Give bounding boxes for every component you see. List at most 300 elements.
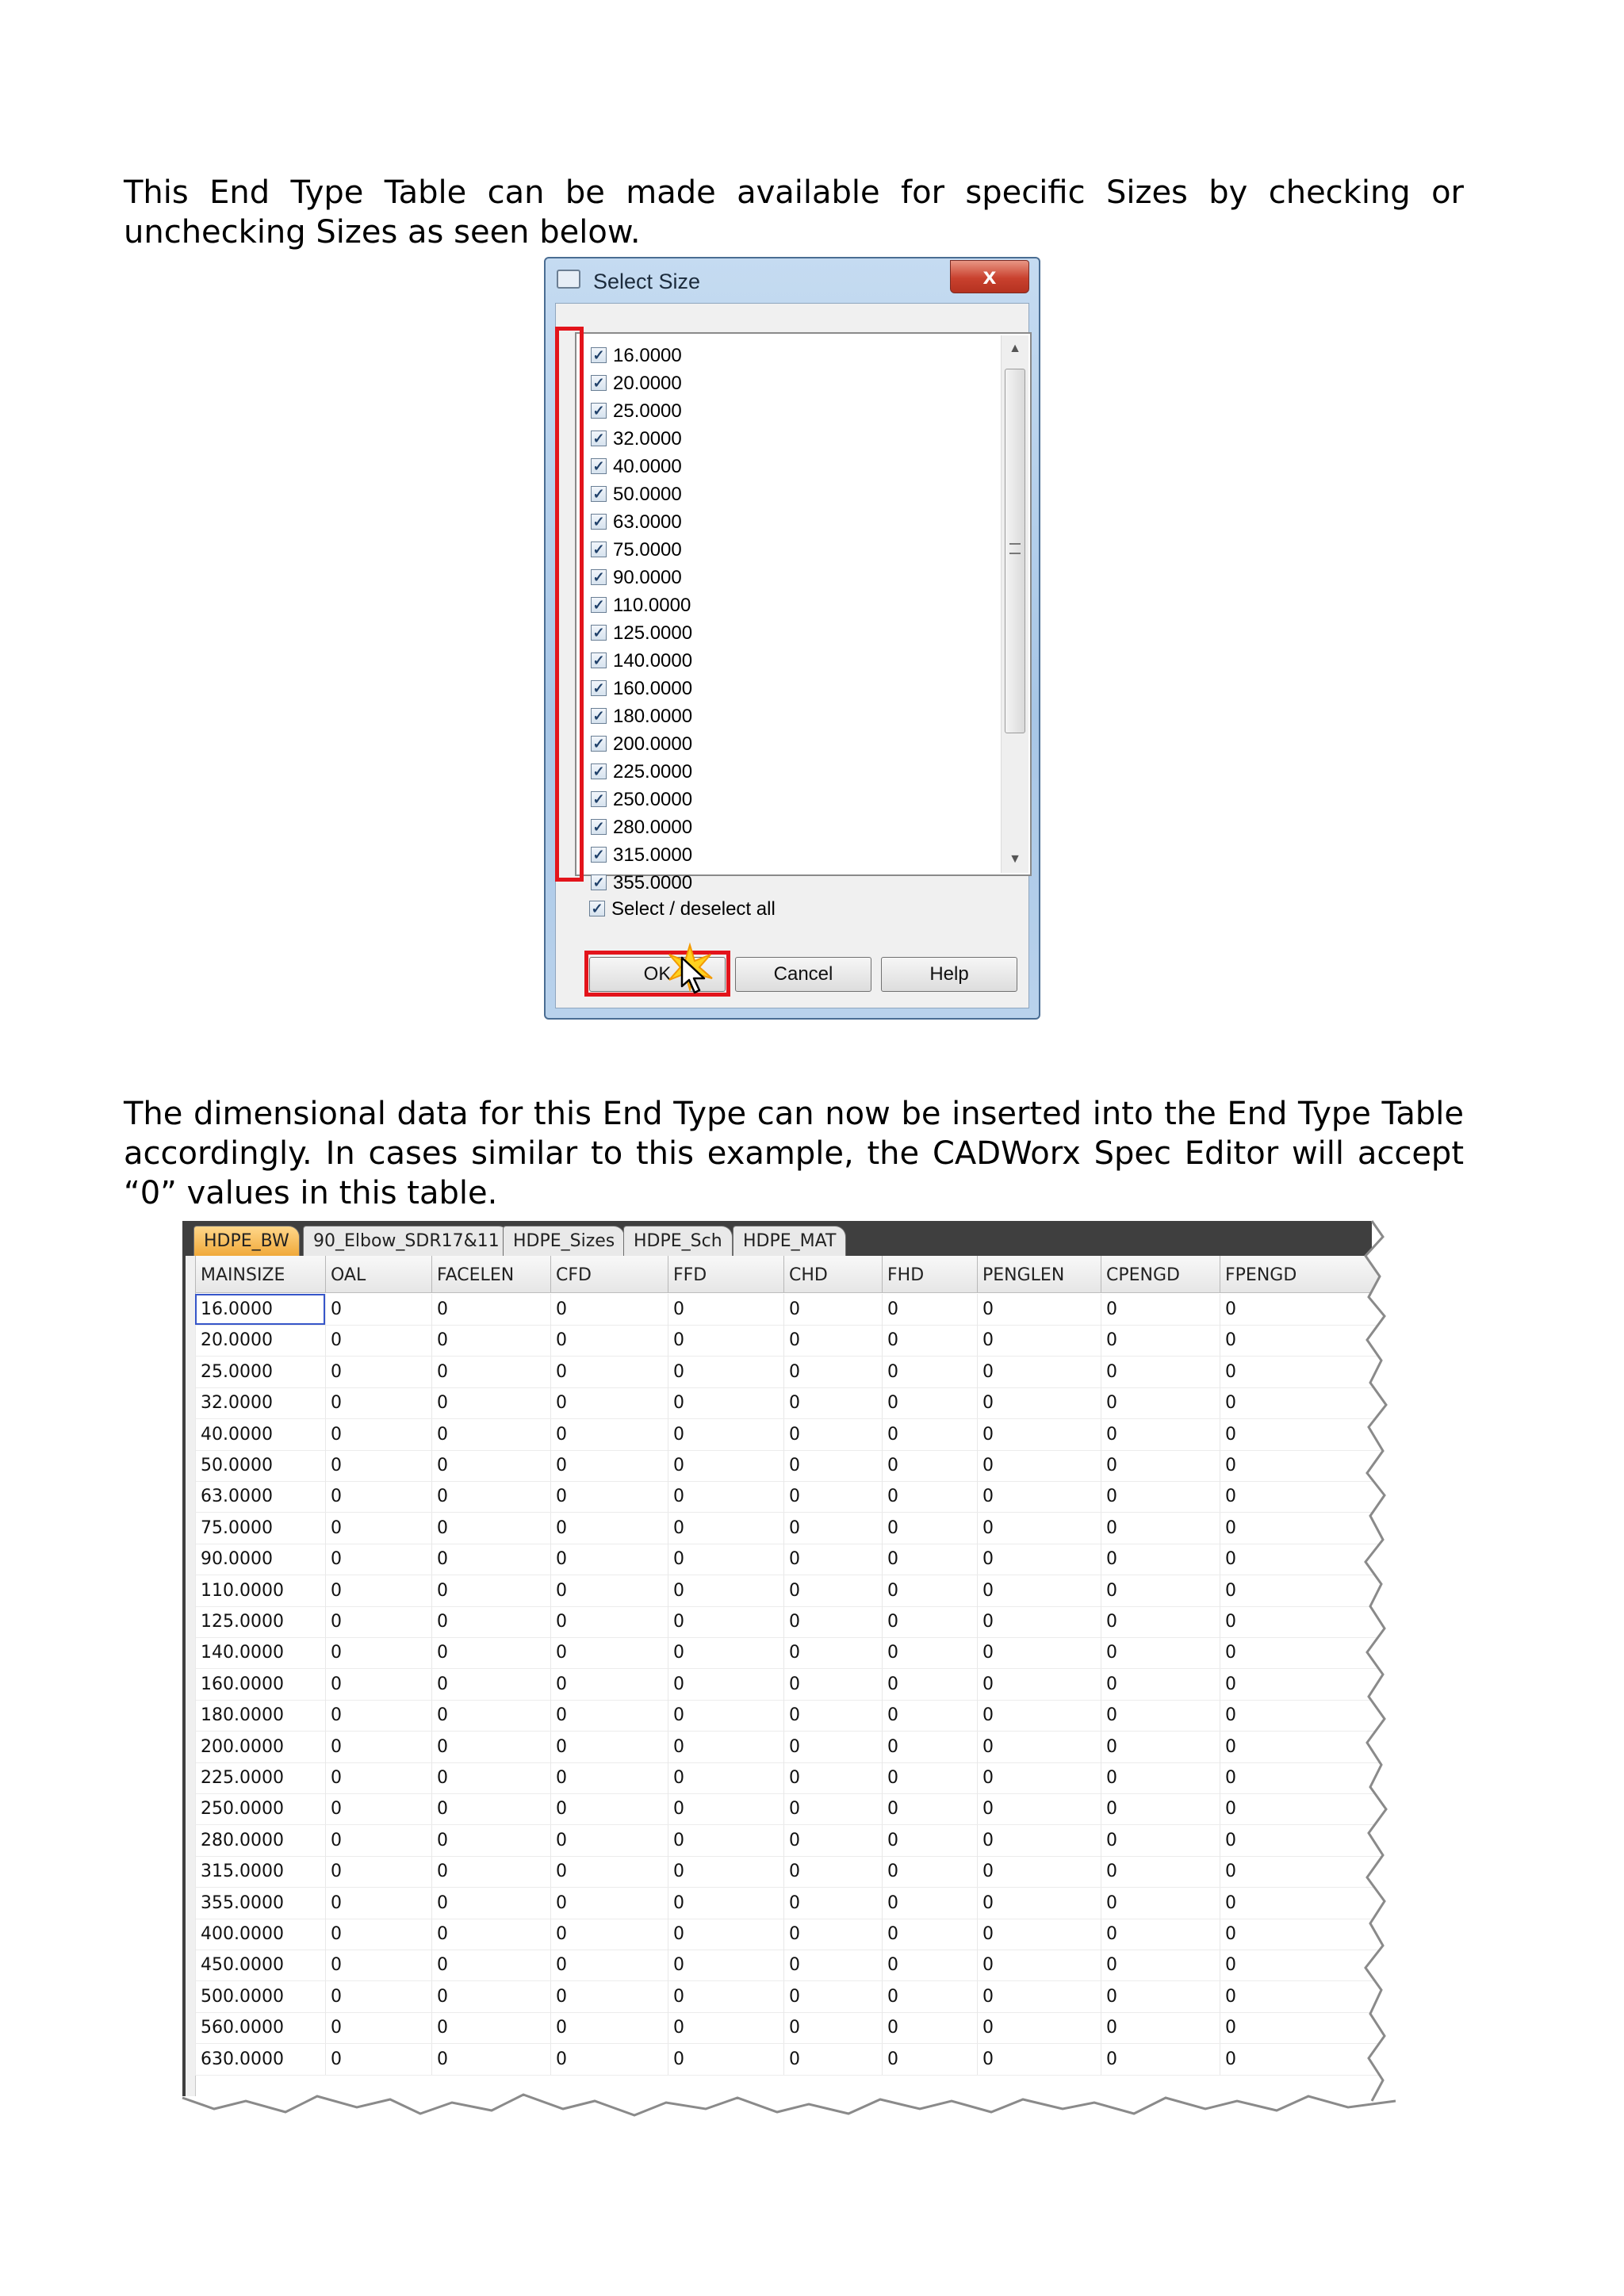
table-cell[interactable]: 0 <box>1220 1387 1346 1418</box>
table-cell[interactable]: 0 <box>550 1419 668 1450</box>
table-cell[interactable]: 0 <box>882 1637 977 1668</box>
table-cell[interactable]: 0 <box>431 1856 550 1887</box>
table-cell[interactable]: 0 <box>1220 1793 1346 1824</box>
table-cell[interactable]: 0 <box>882 1981 977 2012</box>
table-cell[interactable]: 0 <box>882 1762 977 1793</box>
size-list-item[interactable] <box>591 342 908 369</box>
table-cell[interactable]: 0 <box>1220 1888 1346 1919</box>
table-cell[interactable]: 0 <box>1101 1669 1220 1700</box>
table-cell[interactable]: 0 <box>550 1950 668 1980</box>
table-cell[interactable]: 0 <box>783 1856 882 1887</box>
size-list-item[interactable] <box>591 425 908 453</box>
table-cell[interactable]: 0 <box>668 1544 783 1575</box>
table-cell[interactable]: 0 <box>783 1325 882 1356</box>
close-button[interactable]: x <box>950 260 1029 293</box>
table-cell[interactable]: 0 <box>882 1732 977 1762</box>
column-header[interactable]: PENGLEN <box>977 1256 1101 1292</box>
checkbox-checked-icon[interactable]: ✓ <box>591 403 607 419</box>
table-cell[interactable]: 0 <box>431 1981 550 2012</box>
table-cell[interactable]: 0 <box>431 2044 550 2075</box>
table-cell[interactable]: 0 <box>431 1575 550 1606</box>
table-cell[interactable]: 0 <box>783 1762 882 1793</box>
table-cell[interactable]: 0 <box>1101 1856 1220 1887</box>
table-cell[interactable]: 0 <box>977 1419 1101 1450</box>
table-cell[interactable]: 0 <box>1220 1513 1346 1544</box>
mainsize-cell[interactable]: 180.0000 <box>195 1700 325 1731</box>
table-cell[interactable]: 0 <box>325 1450 431 1481</box>
mainsize-cell[interactable]: 20.0000 <box>195 1325 325 1356</box>
table-cell[interactable]: 0 <box>431 1825 550 1856</box>
table-cell[interactable]: 0 <box>325 1919 431 1950</box>
table-cell[interactable]: 0 <box>882 1357 977 1387</box>
table-cell[interactable]: 0 <box>882 1793 977 1824</box>
table-cell[interactable]: 0 <box>977 1762 1101 1793</box>
size-list-item[interactable] <box>591 591 908 619</box>
table-cell[interactable]: 0 <box>783 1732 882 1762</box>
table-cell[interactable]: 0 <box>783 1387 882 1418</box>
table-cell[interactable]: 0 <box>783 2044 882 2075</box>
table-cell[interactable]: 0 <box>783 1575 882 1606</box>
table-cell[interactable]: 0 <box>1101 1825 1220 1856</box>
table-cell[interactable]: 0 <box>977 1919 1101 1950</box>
table-cell[interactable]: 0 <box>550 1544 668 1575</box>
checkbox-checked-icon[interactable]: ✓ <box>591 430 607 446</box>
vertical-scrollbar[interactable] <box>1001 335 1028 873</box>
table-cell[interactable]: 0 <box>1220 1825 1346 1856</box>
table-cell[interactable]: 0 <box>783 1513 882 1544</box>
table-cell[interactable]: 0 <box>977 1481 1101 1512</box>
mainsize-cell[interactable]: 250.0000 <box>195 1793 325 1824</box>
table-cell[interactable]: 0 <box>550 1669 668 1700</box>
table-cell[interactable]: 0 <box>668 1419 783 1450</box>
checkbox-checked-icon[interactable]: ✓ <box>591 680 607 696</box>
table-cell[interactable]: 0 <box>325 1793 431 1824</box>
table-cell[interactable]: 0 <box>668 2012 783 2043</box>
table-cell[interactable]: 0 <box>668 1856 783 1887</box>
table-cell[interactable]: 0 <box>431 1544 550 1575</box>
table-cell[interactable]: 0 <box>668 1762 783 1793</box>
table-cell[interactable]: 0 <box>1101 1513 1220 1544</box>
checkbox-checked-icon[interactable]: ✓ <box>591 791 607 807</box>
table-cell[interactable]: 0 <box>431 1669 550 1700</box>
table-cell[interactable]: 0 <box>783 1450 882 1481</box>
size-list-item[interactable] <box>591 453 908 480</box>
mainsize-cell[interactable]: 400.0000 <box>195 1919 325 1950</box>
table-cell[interactable]: 0 <box>783 1544 882 1575</box>
table-cell[interactable]: 0 <box>325 1637 431 1668</box>
table-cell[interactable]: 0 <box>783 1357 882 1387</box>
checkbox-checked-icon[interactable]: ✓ <box>591 708 607 724</box>
table-cell[interactable]: 0 <box>1101 1950 1220 1980</box>
table-cell[interactable]: 0 <box>977 1544 1101 1575</box>
table-cell[interactable]: 0 <box>977 1357 1101 1387</box>
table-cell[interactable]: 0 <box>550 1325 668 1356</box>
size-list-item[interactable] <box>591 397 908 425</box>
mainsize-cell[interactable]: 225.0000 <box>195 1762 325 1793</box>
table-cell[interactable]: 0 <box>550 1450 668 1481</box>
table-cell[interactable]: 0 <box>550 1700 668 1731</box>
table-cell[interactable]: 0 <box>1101 1357 1220 1387</box>
table-cell[interactable]: 0 <box>325 1700 431 1731</box>
table-cell[interactable]: 0 <box>1220 1856 1346 1887</box>
table-cell[interactable]: 0 <box>668 1669 783 1700</box>
table-cell[interactable]: 0 <box>783 1919 882 1950</box>
size-list-item[interactable] <box>591 730 908 758</box>
table-cell[interactable]: 0 <box>550 1575 668 1606</box>
size-list-item[interactable] <box>591 647 908 675</box>
checkbox-checked-icon[interactable]: ✓ <box>591 819 607 835</box>
table-cell[interactable]: 0 <box>550 1606 668 1637</box>
table-cell[interactable]: 0 <box>668 1513 783 1544</box>
table-cell[interactable]: 0 <box>550 1919 668 1950</box>
size-list-item[interactable] <box>591 702 908 730</box>
table-cell[interactable]: 0 <box>550 1357 668 1387</box>
size-list-item[interactable] <box>591 869 908 897</box>
size-listbox[interactable] <box>575 332 1032 894</box>
table-cell[interactable]: 0 <box>325 1294 431 1325</box>
checkbox-checked-icon[interactable]: ✓ <box>591 486 607 502</box>
checkbox-checked-icon[interactable]: ✓ <box>591 652 607 668</box>
table-cell[interactable]: 0 <box>325 1888 431 1919</box>
table-cell[interactable]: 0 <box>977 1387 1101 1418</box>
checkbox-checked-icon[interactable]: ✓ <box>591 375 607 391</box>
table-cell[interactable]: 0 <box>1220 1732 1346 1762</box>
dialog-titlebar[interactable] <box>546 258 1039 303</box>
table-cell[interactable]: 0 <box>668 1450 783 1481</box>
mainsize-cell[interactable]: 16.0000 <box>195 1294 325 1325</box>
column-header[interactable]: FACELEN <box>431 1256 550 1292</box>
size-list-item[interactable] <box>591 786 908 813</box>
table-cell[interactable]: 0 <box>668 1981 783 2012</box>
mainsize-cell[interactable]: 355.0000 <box>195 1888 325 1919</box>
table-cell[interactable]: 0 <box>1220 1919 1346 1950</box>
table-cell[interactable]: 0 <box>668 1481 783 1512</box>
table-cell[interactable]: 0 <box>668 1950 783 1980</box>
table-cell[interactable]: 0 <box>325 1669 431 1700</box>
size-list-item[interactable] <box>591 480 908 508</box>
size-list-item[interactable] <box>591 813 908 841</box>
tab-90-elbow[interactable]: 90_Elbow_SDR17&11 <box>303 1226 510 1256</box>
table-cell[interactable]: 0 <box>783 2012 882 2043</box>
table-cell[interactable]: 0 <box>668 2044 783 2075</box>
table-cell[interactable]: 0 <box>325 1762 431 1793</box>
table-cell[interactable]: 0 <box>325 1419 431 1450</box>
table-cell[interactable]: 0 <box>1101 1919 1220 1950</box>
table-cell[interactable]: 0 <box>977 1325 1101 1356</box>
table-cell[interactable]: 0 <box>783 1950 882 1980</box>
table-cell[interactable]: 0 <box>325 1950 431 1980</box>
column-header[interactable]: CPENGD <box>1101 1256 1220 1292</box>
checkbox-checked-icon[interactable]: ✓ <box>591 625 607 641</box>
table-cell[interactable]: 0 <box>550 1387 668 1418</box>
mainsize-cell[interactable]: 500.0000 <box>195 1981 325 2012</box>
ok-button[interactable]: OK <box>589 957 726 992</box>
table-cell[interactable]: 0 <box>668 1357 783 1387</box>
table-cell[interactable]: 0 <box>1101 1732 1220 1762</box>
scroll-up-icon[interactable]: ▲ <box>1009 342 1021 355</box>
table-cell[interactable]: 0 <box>882 1450 977 1481</box>
checkbox-checked-icon[interactable]: ✓ <box>591 763 607 779</box>
table-cell[interactable]: 0 <box>1220 1419 1346 1450</box>
column-header[interactable]: OAL <box>325 1256 431 1292</box>
table-cell[interactable]: 0 <box>1220 1606 1346 1637</box>
checkbox-checked-icon[interactable]: ✓ <box>591 847 607 863</box>
table-cell[interactable]: 0 <box>882 1481 977 1512</box>
table-cell[interactable]: 0 <box>1101 1637 1220 1668</box>
table-cell[interactable]: 0 <box>1101 1700 1220 1731</box>
table-cell[interactable]: 0 <box>783 1793 882 1824</box>
table-cell[interactable]: 0 <box>1101 1606 1220 1637</box>
table-cell[interactable]: 0 <box>431 1637 550 1668</box>
table-cell[interactable]: 0 <box>1220 1700 1346 1731</box>
table-cell[interactable]: 0 <box>1101 1481 1220 1512</box>
size-list-item[interactable] <box>591 564 908 591</box>
table-cell[interactable]: 0 <box>668 1793 783 1824</box>
table-cell[interactable]: 0 <box>1101 1450 1220 1481</box>
table-cell[interactable]: 0 <box>668 1575 783 1606</box>
table-cell[interactable]: 0 <box>325 1513 431 1544</box>
table-cell[interactable]: 0 <box>668 1294 783 1325</box>
table-cell[interactable]: 0 <box>977 1450 1101 1481</box>
checkbox-checked-icon[interactable]: ✓ <box>591 347 607 363</box>
checkbox-checked-icon[interactable]: ✓ <box>591 541 607 557</box>
column-header[interactable]: CFD <box>550 1256 668 1292</box>
table-cell[interactable]: 0 <box>882 2012 977 2043</box>
table-cell[interactable]: 0 <box>1220 2012 1346 2043</box>
table-cell[interactable]: 0 <box>431 1450 550 1481</box>
column-header[interactable]: CHD <box>783 1256 882 1292</box>
size-list-item[interactable] <box>591 536 908 564</box>
table-cell[interactable]: 0 <box>431 1700 550 1731</box>
table-cell[interactable]: 0 <box>550 1513 668 1544</box>
table-cell[interactable]: 0 <box>325 1856 431 1887</box>
table-cell[interactable]: 0 <box>783 1825 882 1856</box>
size-list-item[interactable] <box>591 758 908 786</box>
table-cell[interactable]: 0 <box>325 1387 431 1418</box>
mainsize-cell[interactable]: 560.0000 <box>195 2012 325 2043</box>
table-cell[interactable]: 0 <box>977 1950 1101 1980</box>
table-cell[interactable]: 0 <box>977 2012 1101 2043</box>
table-cell[interactable]: 0 <box>431 1950 550 1980</box>
checkbox-checked-icon[interactable]: ✓ <box>591 569 607 585</box>
table-cell[interactable]: 0 <box>550 2012 668 2043</box>
mainsize-cell[interactable]: 140.0000 <box>195 1637 325 1668</box>
table-cell[interactable]: 0 <box>1220 1981 1346 2012</box>
mainsize-cell[interactable]: 110.0000 <box>195 1575 325 1606</box>
checkbox-checked-icon[interactable]: ✓ <box>591 736 607 752</box>
table-cell[interactable]: 0 <box>882 1387 977 1418</box>
checkbox-checked-icon[interactable]: ✓ <box>589 901 605 916</box>
table-cell[interactable]: 0 <box>550 1825 668 1856</box>
column-header[interactable]: FPENGD <box>1220 1256 1346 1292</box>
mainsize-cell[interactable]: 40.0000 <box>195 1419 325 1450</box>
table-cell[interactable]: 0 <box>1220 1950 1346 1980</box>
table-cell[interactable]: 0 <box>1101 1544 1220 1575</box>
table-cell[interactable]: 0 <box>550 1481 668 1512</box>
table-cell[interactable]: 0 <box>882 1606 977 1637</box>
table-cell[interactable]: 0 <box>783 1888 882 1919</box>
table-cell[interactable]: 0 <box>1101 1387 1220 1418</box>
table-cell[interactable]: 0 <box>977 2044 1101 2075</box>
mainsize-cell[interactable]: 200.0000 <box>195 1732 325 1762</box>
table-cell[interactable]: 0 <box>550 1793 668 1824</box>
table-cell[interactable]: 0 <box>882 1544 977 1575</box>
table-cell[interactable]: 0 <box>1101 1793 1220 1824</box>
table-cell[interactable]: 0 <box>1220 2044 1346 2075</box>
mainsize-cell[interactable]: 630.0000 <box>195 2044 325 2075</box>
checkbox-checked-icon[interactable]: ✓ <box>591 514 607 530</box>
table-cell[interactable]: 0 <box>431 2012 550 2043</box>
table-cell[interactable]: 0 <box>1220 1294 1346 1325</box>
size-list-item[interactable] <box>591 619 908 647</box>
table-cell[interactable]: 0 <box>668 1825 783 1856</box>
size-list-item[interactable] <box>591 841 908 869</box>
table-cell[interactable]: 0 <box>1101 2012 1220 2043</box>
table-cell[interactable]: 0 <box>783 1981 882 2012</box>
mainsize-cell[interactable]: 280.0000 <box>195 1825 325 1856</box>
table-cell[interactable]: 0 <box>783 1637 882 1668</box>
table-cell[interactable]: 0 <box>882 1575 977 1606</box>
tab-hdpe-bw[interactable]: HDPE_BW <box>193 1226 300 1256</box>
table-cell[interactable]: 0 <box>1101 1762 1220 1793</box>
table-cell[interactable]: 0 <box>550 1856 668 1887</box>
table-cell[interactable]: 0 <box>882 1919 977 1950</box>
column-header[interactable]: MAINSIZE <box>195 1256 325 1292</box>
tab-hdpe-sizes[interactable]: HDPE_Sizes <box>503 1226 625 1256</box>
table-cell[interactable]: 0 <box>431 1888 550 1919</box>
table-cell[interactable]: 0 <box>1101 2044 1220 2075</box>
table-cell[interactable]: 0 <box>431 1732 550 1762</box>
table-cell[interactable]: 0 <box>1220 1575 1346 1606</box>
mainsize-cell[interactable]: 90.0000 <box>195 1544 325 1575</box>
table-cell[interactable]: 0 <box>1220 1669 1346 1700</box>
column-header[interactable]: FHD <box>882 1256 977 1292</box>
mainsize-cell[interactable]: 125.0000 <box>195 1606 325 1637</box>
table-cell[interactable]: 0 <box>325 1481 431 1512</box>
table-cell[interactable]: 0 <box>431 1419 550 1450</box>
scroll-down-icon[interactable]: ▼ <box>1009 852 1021 866</box>
table-cell[interactable]: 0 <box>882 1325 977 1356</box>
table-cell[interactable]: 0 <box>550 1762 668 1793</box>
table-cell[interactable]: 0 <box>783 1419 882 1450</box>
checkbox-checked-icon[interactable]: ✓ <box>591 874 607 890</box>
tab-hdpe-sch[interactable]: HDPE_Sch <box>623 1226 733 1256</box>
table-cell[interactable]: 0 <box>1101 1575 1220 1606</box>
table-cell[interactable]: 0 <box>325 1544 431 1575</box>
table-cell[interactable]: 0 <box>977 1732 1101 1762</box>
table-cell[interactable]: 0 <box>977 1637 1101 1668</box>
mainsize-cell[interactable]: 50.0000 <box>195 1450 325 1481</box>
table-cell[interactable]: 0 <box>1220 1637 1346 1668</box>
table-cell[interactable]: 0 <box>882 2044 977 2075</box>
table-cell[interactable]: 0 <box>783 1700 882 1731</box>
table-cell[interactable]: 0 <box>977 1981 1101 2012</box>
table-cell[interactable]: 0 <box>325 1606 431 1637</box>
table-cell[interactable]: 0 <box>977 1856 1101 1887</box>
table-cell[interactable]: 0 <box>668 1637 783 1668</box>
table-cell[interactable]: 0 <box>977 1825 1101 1856</box>
table-cell[interactable]: 0 <box>668 1606 783 1637</box>
table-cell[interactable]: 0 <box>1220 1325 1346 1356</box>
table-cell[interactable]: 0 <box>431 1606 550 1637</box>
table-cell[interactable]: 0 <box>977 1669 1101 1700</box>
table-cell[interactable]: 0 <box>550 1294 668 1325</box>
table-cell[interactable]: 0 <box>1220 1762 1346 1793</box>
table-cell[interactable]: 0 <box>882 1888 977 1919</box>
size-list-item[interactable] <box>591 675 908 702</box>
table-cell[interactable]: 0 <box>431 1793 550 1824</box>
table-cell[interactable]: 0 <box>1220 1481 1346 1512</box>
mainsize-cell[interactable]: 25.0000 <box>195 1357 325 1387</box>
table-cell[interactable]: 0 <box>325 2044 431 2075</box>
table-cell[interactable]: 0 <box>1101 1981 1220 2012</box>
table-cell[interactable]: 0 <box>882 1700 977 1731</box>
table-cell[interactable]: 0 <box>550 1732 668 1762</box>
table-cell[interactable]: 0 <box>977 1793 1101 1824</box>
table-cell[interactable]: 0 <box>325 1981 431 2012</box>
checkbox-checked-icon[interactable]: ✓ <box>591 597 607 613</box>
table-cell[interactable]: 0 <box>550 1888 668 1919</box>
table-cell[interactable]: 0 <box>325 1732 431 1762</box>
table-cell[interactable]: 0 <box>325 2012 431 2043</box>
table-cell[interactable]: 0 <box>431 1762 550 1793</box>
table-cell[interactable]: 0 <box>431 1481 550 1512</box>
table-cell[interactable]: 0 <box>1101 1888 1220 1919</box>
table-cell[interactable]: 0 <box>1220 1450 1346 1481</box>
table-cell[interactable]: 0 <box>1101 1419 1220 1450</box>
table-cell[interactable]: 0 <box>325 1325 431 1356</box>
mainsize-cell[interactable]: 32.0000 <box>195 1387 325 1418</box>
table-cell[interactable]: 0 <box>1101 1325 1220 1356</box>
table-cell[interactable]: 0 <box>668 1732 783 1762</box>
size-list-item[interactable] <box>591 369 908 397</box>
table-cell[interactable]: 0 <box>882 1419 977 1450</box>
checkbox-checked-icon[interactable]: ✓ <box>591 458 607 474</box>
table-cell[interactable]: 0 <box>977 1513 1101 1544</box>
table-cell[interactable]: 0 <box>1101 1294 1220 1325</box>
tab-hdpe-mat[interactable]: HDPE_MAT <box>733 1226 846 1256</box>
size-list-item[interactable] <box>591 508 908 536</box>
table-cell[interactable]: 0 <box>668 1700 783 1731</box>
table-cell[interactable]: 0 <box>977 1606 1101 1637</box>
table-cell[interactable]: 0 <box>325 1575 431 1606</box>
table-cell[interactable]: 0 <box>325 1825 431 1856</box>
table-cell[interactable]: 0 <box>431 1513 550 1544</box>
table-cell[interactable]: 0 <box>882 1856 977 1887</box>
table-cell[interactable]: 0 <box>783 1481 882 1512</box>
table-cell[interactable]: 0 <box>325 1357 431 1387</box>
table-cell[interactable]: 0 <box>977 1294 1101 1325</box>
mainsize-cell[interactable]: 63.0000 <box>195 1481 325 1512</box>
table-cell[interactable]: 0 <box>668 1387 783 1418</box>
mainsize-cell[interactable]: 450.0000 <box>195 1950 325 1980</box>
table-cell[interactable]: 0 <box>1220 1544 1346 1575</box>
table-cell[interactable]: 0 <box>550 1637 668 1668</box>
table-cell[interactable]: 0 <box>882 1294 977 1325</box>
table-cell[interactable]: 0 <box>977 1700 1101 1731</box>
table-cell[interactable]: 0 <box>431 1294 550 1325</box>
mainsize-cell[interactable]: 160.0000 <box>195 1669 325 1700</box>
table-cell[interactable]: 0 <box>668 1888 783 1919</box>
help-button[interactable]: Help <box>881 957 1017 992</box>
table-cell[interactable]: 0 <box>668 1919 783 1950</box>
table-cell[interactable]: 0 <box>783 1294 882 1325</box>
table-cell[interactable]: 0 <box>882 1669 977 1700</box>
table-cell[interactable]: 0 <box>783 1669 882 1700</box>
table-cell[interactable]: 0 <box>431 1325 550 1356</box>
table-cell[interactable]: 0 <box>431 1357 550 1387</box>
table-cell[interactable]: 0 <box>550 1981 668 2012</box>
